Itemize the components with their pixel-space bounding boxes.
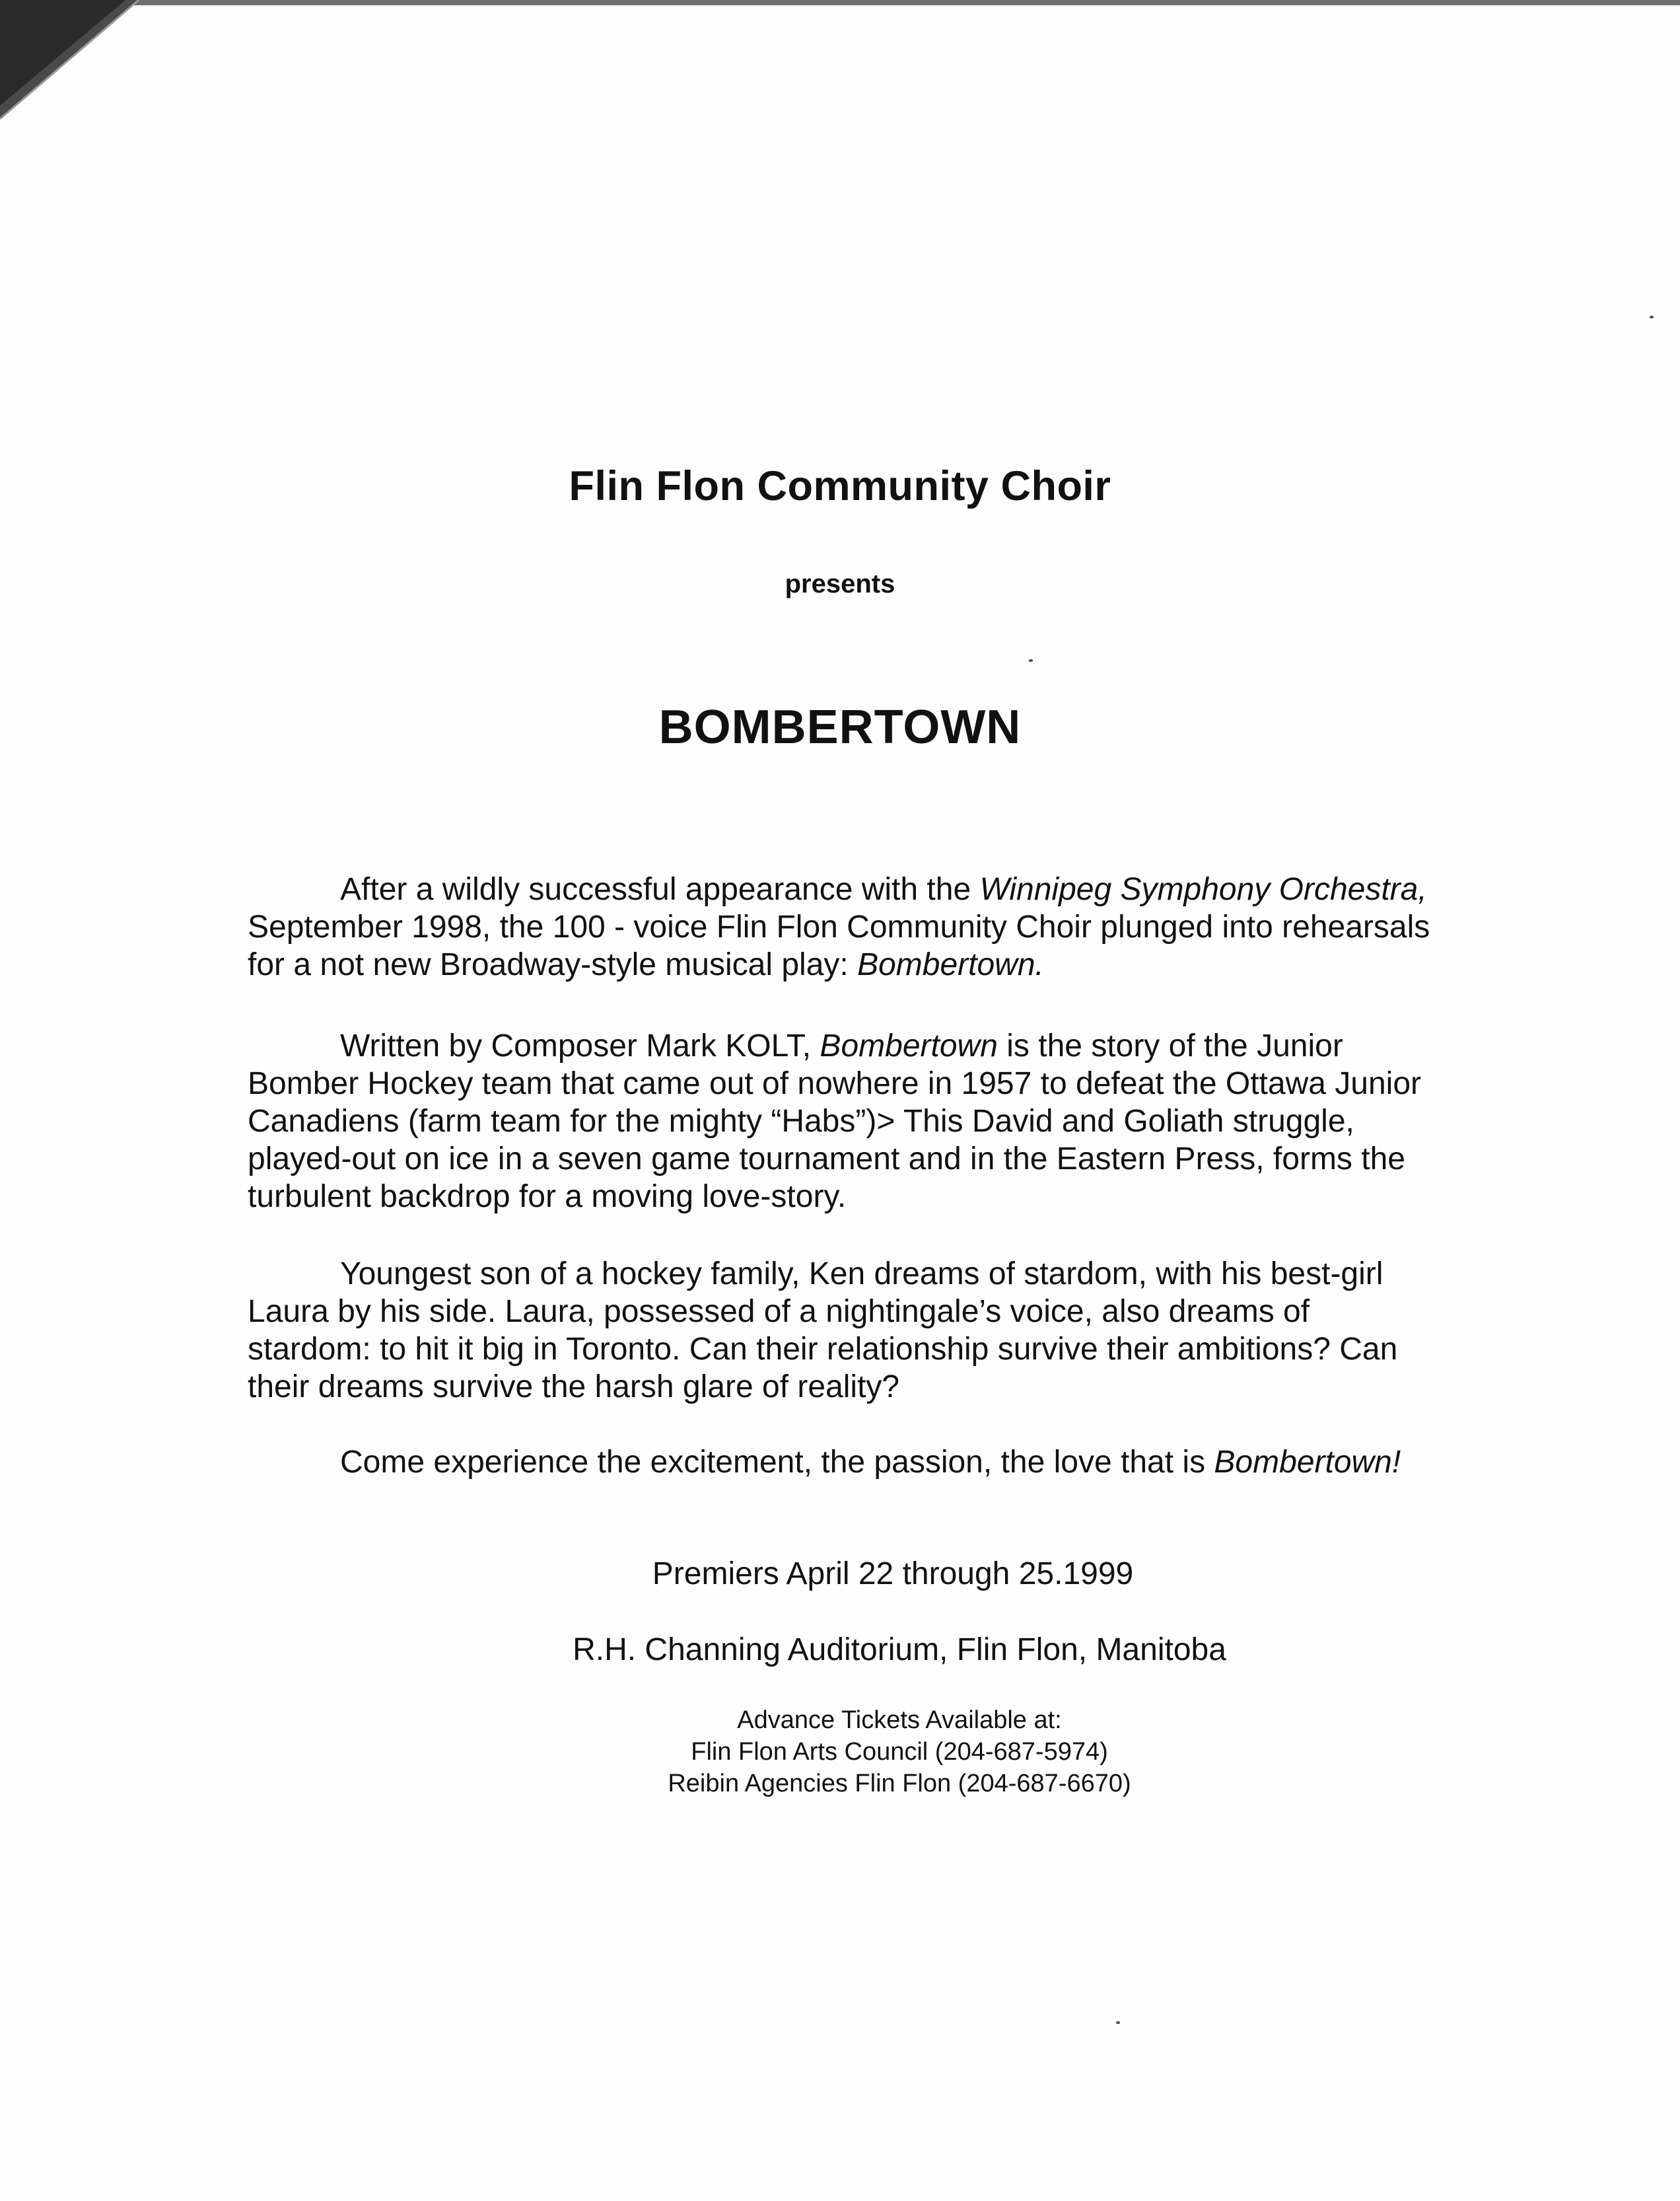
paragraph-invitation (248, 1443, 1436, 1481)
ticket-outlet-reibin: Reibin Agencies Flin Flon (204-687-6670) (668, 1770, 1131, 1797)
presents-label: presents (785, 569, 895, 598)
story-text-2: is the story of the Junior Bomber Hockey team that came out of nowhere in 1957 to defeat the Ottawa Junior Canadiens (farm team for the mighty “Habs”)> This David and Goliath struggle, played-out on ice in a seven game tournament and in the Eastern Press, forms the turbulent backdrop for a moving love-story. (248, 1028, 1422, 1214)
invitation-text: Come experience the excitement, the passion, the love that is (340, 1445, 1214, 1480)
intro-text-2: September 1998, the 100 - voice Flin Flon Community Choir plunged into rehearsals for a not new Broadway-style musical play: (248, 910, 1430, 982)
paragraph-story (248, 1027, 1436, 1215)
venue: R.H. Channing Auditorium, Flin Flon, Manitoba (573, 1632, 1226, 1667)
show-title: BOMBERTOWN (658, 701, 1022, 754)
invitation-show-name: Bombertown! (1214, 1445, 1401, 1480)
intro-orchestra-name: Winnipeg Symphony Orchestra, (979, 872, 1427, 907)
scan-speck (1116, 2021, 1120, 2024)
premiere-dates: Premiers April 22 through 25.1999 (652, 1556, 1134, 1591)
paragraph-characters: Youngest son of a hockey family, Ken dreams of stardom, with his best-girl Laura by his side. Laura, possessed of a nightingale’s voice, also dreams of stardom: to hit it big in Toronto. Can their relationship survive their ambitions? Can their dreams survive the harsh glare of reality? (248, 1256, 1398, 1404)
scan-speck (1029, 659, 1033, 662)
ticket-outlet-arts-council: Flin Flon Arts Council (204-687-5974) (691, 1738, 1108, 1766)
scan-speck (1650, 316, 1654, 318)
tickets-heading: Advance Tickets Available at: (737, 1706, 1062, 1734)
story-show-name: Bombertown (820, 1028, 998, 1064)
story-text-1: Written by Composer Mark KOLT, (340, 1028, 820, 1064)
ticket-info (59, 1704, 1680, 1799)
organization-title: Flin Flon Community Choir (569, 463, 1111, 509)
intro-text-1: After a wildly successful appearance with the (340, 872, 980, 907)
paragraph-intro (248, 871, 1436, 984)
intro-show-name: Bombertown. (857, 947, 1044, 982)
